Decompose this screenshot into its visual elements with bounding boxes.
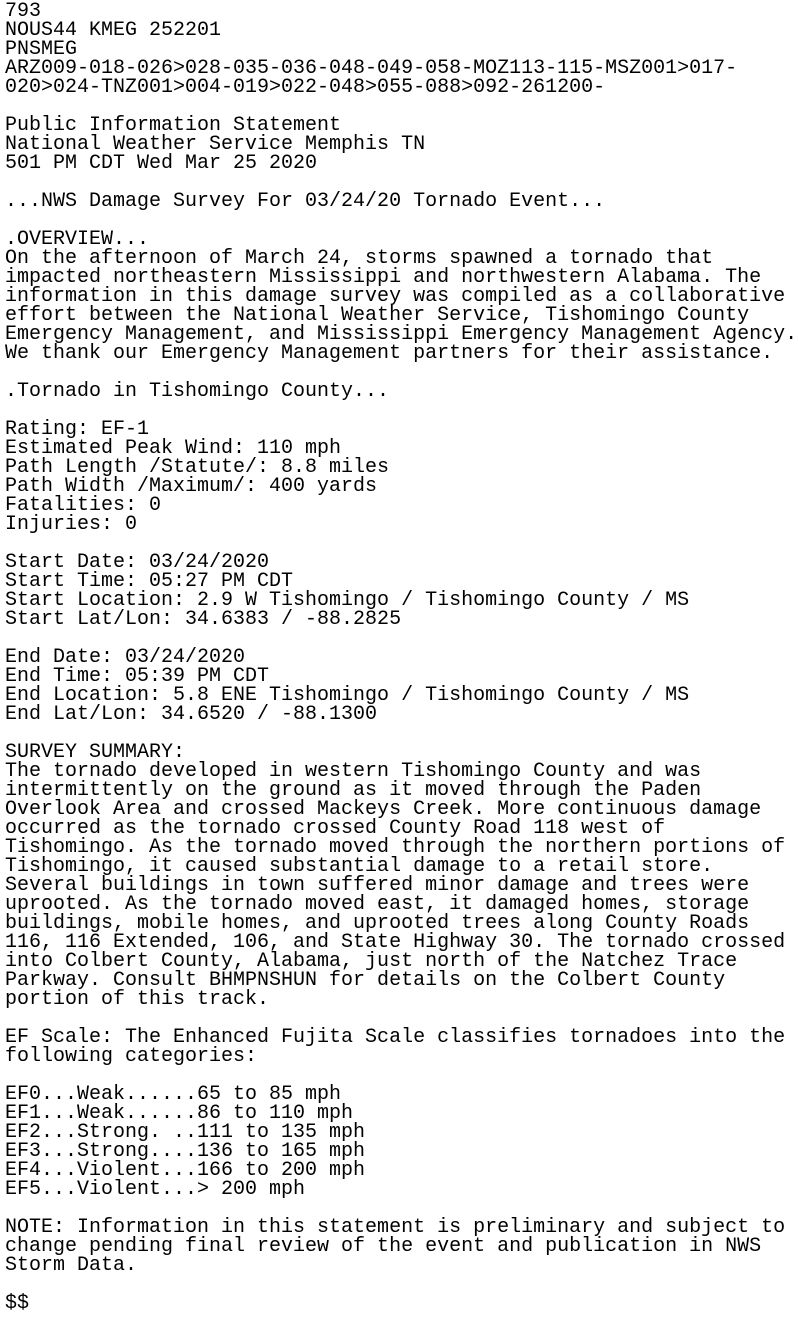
text-line: 020>024-TNZ001>004-019>022-048>055-088>092-261200-: [5, 76, 606, 99]
text-line: buildings, mobile homes, and uprooted trees along County Roads: [5, 912, 750, 935]
text-line: Emergency Management, and Mississippi Emergency Management Agency.: [5, 323, 798, 346]
text-line: following categories:: [5, 1045, 258, 1068]
text-line: SURVEY SUMMARY:: [5, 741, 186, 764]
text-line: Tishomingo, it caused substantial damage to a retail store.: [5, 855, 714, 878]
text-line: change pending final review of the event and publication in NWS: [5, 1235, 762, 1258]
text-line: Rating: EF-1: [5, 418, 150, 441]
text-line: [5, 1275, 798, 1294]
text-line: NOUS44 KMEG 252201: [5, 19, 222, 42]
text-line: ...NWS Damage Survey For 03/24/20 Tornado Event...: [5, 190, 606, 213]
text-line: EF4...Violent...166 to 200 mph: [5, 1159, 366, 1182]
text-line: PNSMEG: [5, 38, 78, 61]
text-line: ARZ009-018-026>028-035-036-048-049-058-MOZ113-115-MSZ001>017-: [5, 57, 738, 80]
text-line: NOTE: Information in this statement is preliminary and subject to: [5, 1216, 786, 1239]
text-line: 793: [5, 0, 42, 23]
text-line: National Weather Service Memphis TN: [5, 133, 426, 156]
text-line: Injuries: 0: [5, 513, 138, 536]
text-line: Start Lat/Lon: 34.6383 / -88.2825: [5, 608, 402, 631]
text-line: On the afternoon of March 24, storms spawned a tornado that: [5, 247, 714, 270]
text-line: uprooted. As the tornado moved east, it damaged homes, storage: [5, 893, 750, 916]
text-line: occurred as the tornado crossed County Road 118 west of: [5, 817, 666, 840]
text-line: Fatalities: 0: [5, 494, 162, 517]
text-line: Storm Data.: [5, 1254, 138, 1277]
text-line: Several buildings in town suffered minor damage and trees were: [5, 874, 750, 897]
text-line: End Time: 05:39 PM CDT: [5, 665, 270, 688]
text-line: End Date: 03/24/2020: [5, 646, 246, 669]
text-line: Estimated Peak Wind: 110 mph: [5, 437, 342, 460]
text-line: EF5...Violent...> 200 mph: [5, 1178, 306, 1201]
text-line: Path Length /Statute/: 8.8 miles: [5, 456, 390, 479]
text-line: Path Width /Maximum/: 400 yards: [5, 475, 378, 498]
text-line: into Colbert County, Alabama, just north of the Natchez Trace: [5, 950, 738, 973]
text-line: EF1...Weak......86 to 110 mph: [5, 1102, 354, 1125]
text-line: EF0...Weak......65 to 85 mph: [5, 1083, 342, 1106]
text-line: portion of this track.: [5, 988, 270, 1011]
text-line: information in this damage survey was compiled as a collaborative: [5, 285, 786, 308]
text-line: Start Location: 2.9 W Tishomingo / Tishomingo County / MS: [5, 589, 690, 612]
text-line: .OVERVIEW...: [5, 228, 150, 251]
text-line: impacted northeastern Mississippi and northwestern Alabama. The: [5, 266, 762, 289]
text-line: 501 PM CDT Wed Mar 25 2020: [5, 152, 318, 175]
text-line: .Tornado in Tishomingo County...: [5, 380, 390, 403]
text-line: $$: [5, 1292, 30, 1315]
text-line: We thank our Emergency Management partners for their assistance.: [5, 342, 774, 365]
text-line: Start Date: 03/24/2020: [5, 551, 270, 574]
text-line: The tornado developed in western Tishomingo County and was: [5, 760, 702, 783]
text-line: Public Information Statement: [5, 114, 342, 137]
text-line: EF Scale: The Enhanced Fujita Scale classifies tornadoes into the: [5, 1026, 786, 1049]
text-line: 116, 116 Extended, 106, and State Highway 30. The tornado crossed: [5, 931, 786, 954]
text-line: intermittently on the ground as it moved through the Paden: [5, 779, 702, 802]
text-line: Tishomingo. As the tornado moved through the northern portions of: [5, 836, 786, 859]
text-line: EF3...Strong....136 to 165 mph: [5, 1140, 366, 1163]
text-line: EF2...Strong. ..111 to 135 mph: [5, 1121, 366, 1144]
text-line: End Location: 5.8 ENE Tishomingo / Tishomingo County / MS: [5, 684, 690, 707]
text-line: Start Time: 05:27 PM CDT: [5, 570, 294, 593]
text-line: Parkway. Consult BHMPNSHUN for details on the Colbert County: [5, 969, 726, 992]
text-line: End Lat/Lon: 34.6520 / -88.1300: [5, 703, 378, 726]
text-line: Overlook Area and crossed Mackeys Creek. More continuous damage: [5, 798, 762, 821]
text-line: effort between the National Weather Service, Tishomingo County: [5, 304, 750, 327]
